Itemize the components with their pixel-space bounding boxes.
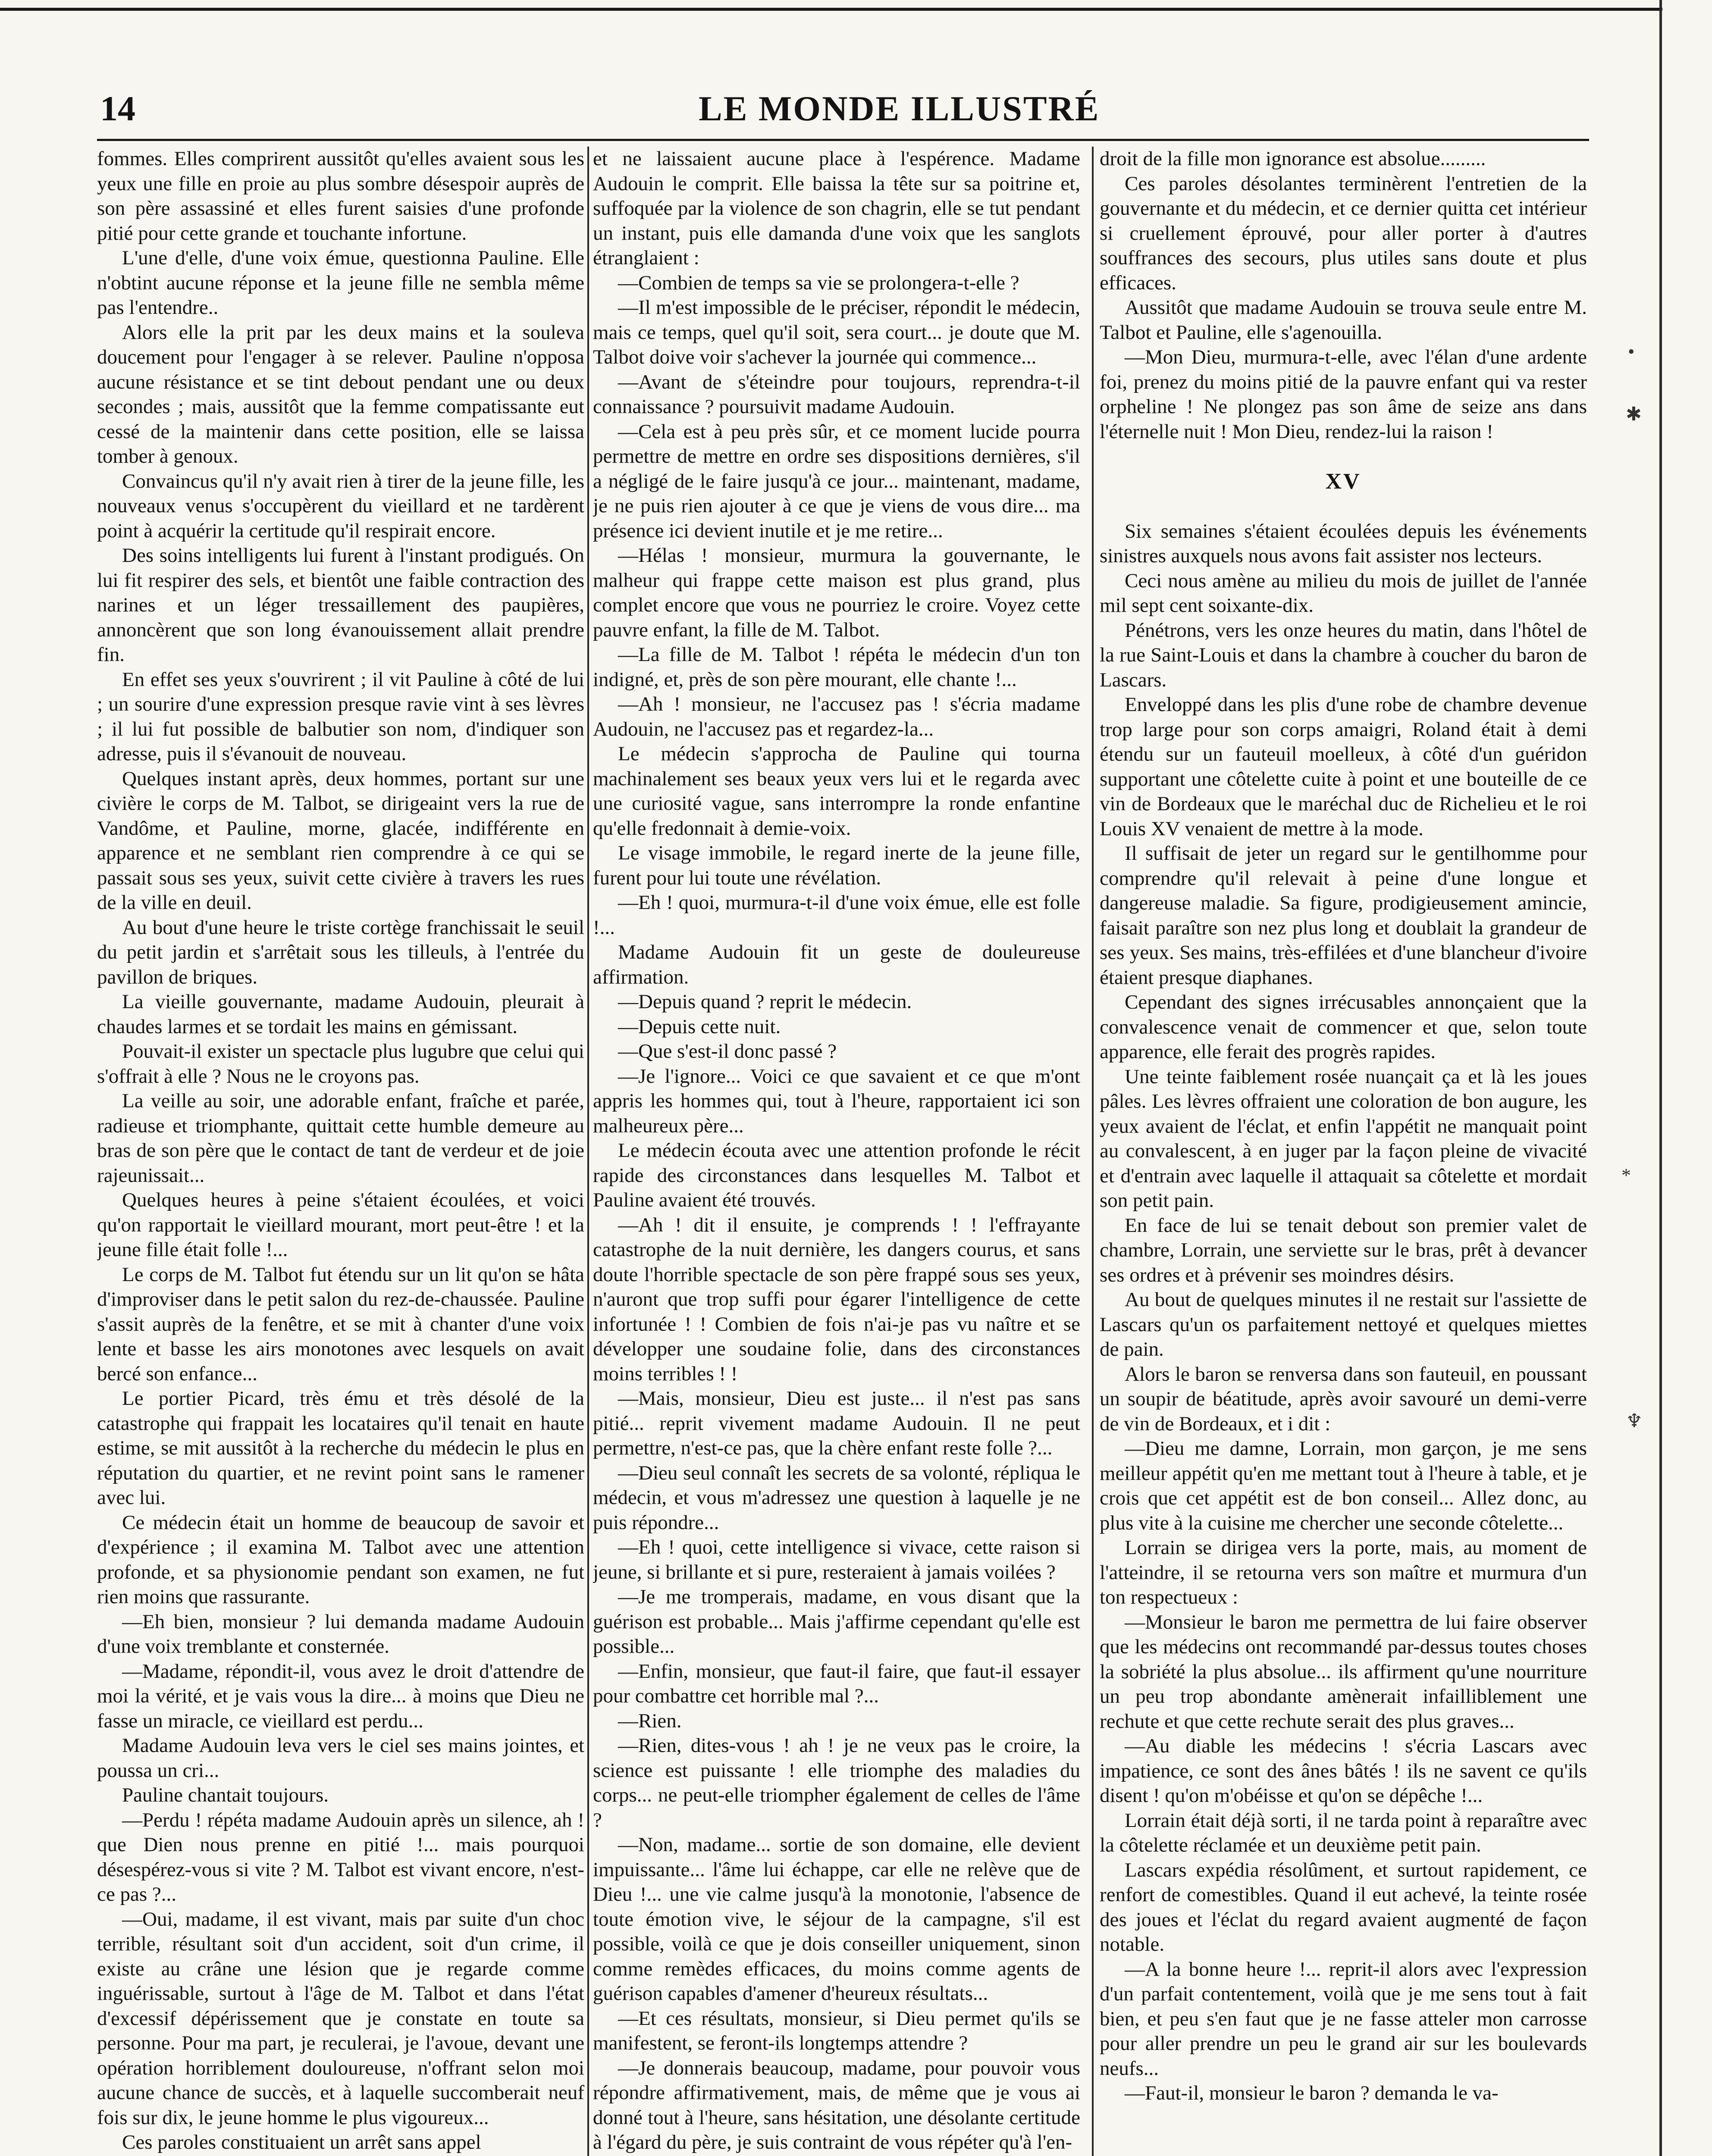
paragraph: —Depuis quand ? reprit le médecin. [618,990,912,1013]
paragraph: —Non, madame... sortie de son domaine, elle devient impuissante... l'âme lui échappe, car elle ne relève que de Dieu !... une vie calme jusqu'à la monotonie, l'absence de toute émotion vive, le séjour de la campagne, s'il est possible, voilà ce que je dois conseiller uniquement, sinon comme remèdes efficaces, du moins comme agents de guérison capables d'amener d'heureux résultats... [593,1833,1080,2005]
paragraph: —Ah ! dit il ensuite, je comprends ! ! l'effrayante catastrophe de la nuit dernière, les dangers courus, et sans doute l'horrible spectacle de son père frappé sous ses yeux, n'auront que trop suffi pour égarer l'intelligence de cette infortunée ! ! Combien de fois n'ai-je pas vu naître et se développer une soudaine folie, dans des circonstances moins terribles ! ! [593,1213,1080,1385]
paragraph: Il suffisait de jeter un regard sur le gentilhomme pour comprendre qu'il relevait à peine d'une longue et dangereuse maladie. Sa figure, prodigieusement amincie, faisait paraître son nez plus long et doublait la grandeur de ses yeux. Ses mains, très-effilées et d'une blancheur d'ivoire étaient presque diaphanes. [1100,842,1587,989]
paragraph: —Eh bien, monsieur ? lui demanda madame Audouin d'une voix tremblante et consternée. [97,1610,584,1658]
paragraph: L'une d'elle, d'une voix émue, questionna Pauline. Elle n'obtint aucune réponse et la jeune fille ne sembla même pas l'entendre.. [97,247,584,319]
paragraph: La vieille gouvernante, madame Audouin, pleurait à chaudes larmes et se tordait les mains en gémissant. [97,990,584,1038]
paragraph: Le portier Picard, très ému et très désolé de la catastrophe qui frappait les locataires qu'il tenait en haute estime, se mit aussitôt à la recherche du médecin le plus en réputation du quartier, et ne revint point sans le ramener avec lui. [97,1387,584,1509]
paragraph: Madame Audouin fit un geste de douleureuse affirmation. [593,941,1080,988]
header-rule [97,139,1589,141]
paragraph: —Combien de temps sa vie se prolongera-t-elle ? [618,271,1019,294]
page-number: 14 [100,89,135,128]
paragraph: —Il m'est impossible de le préciser, répondit le médecin, mais ce temps, quel qu'il soit, sera court... je doute que M. Talbot doive voir s'achever la journée qui commence... [593,296,1080,368]
paragraph: Ce médecin était un homme de beaucoup de savoir et d'expérience ; il examina M. Talbot avec une attention profonde, et sa physionomie pendant son examen, ne fut rien moins que rassurante. [97,1511,584,1608]
paragraph: —Rien. [618,1709,682,1732]
margin-mark: * [1621,1165,1631,1186]
paragraph: Cependant des signes irrécusables annonçaient que la convalescence venait de commencer et que, selon toute apparence, elle ferait des progrès rapides. [1100,991,1587,1063]
masthead-title: LE MONDE ILLUSTRÉ [699,89,1100,128]
text-column-1 [97,147,584,2156]
paragraph: Aussitôt que madame Audouin se trouva seule entre M. Talbot et Pauline, elle s'agenouilla. [1100,296,1587,344]
page-edge-rule [1659,0,1662,2156]
paragraph: —Enfin, monsieur, que faut-il faire, que faut-il essayer pour combattre cet horrible mal ?... [593,1660,1080,1707]
paragraph: —Dieu seul connaît les secrets de sa volonté, répliqua le médecin, et vous m'adressez une question à laquelle je ne puis répondre... [593,1461,1080,1534]
paragraph: —Je donnerais beaucoup, madame, pour pouvoir vous répondre affirmativement, mais, de même que je vous ai donné tout à l'heure, sans hésitation, une désolante certitude à l'égard du père, je suis contraint de vous répéter qu'à l'en- [593,2056,1080,2153]
paragraph: et ne laissaient aucune place à l'espérence. Madame Audouin le comprit. Elle baissa la tête sur sa poitrine et, suffoquée par la violence de son chagrin, elle se tut pendant un instant, puis elle damanda d'une voix que les sanglots étranglaient : [593,147,1080,269]
paragraph: —Eh ! quoi, murmura-t-il d'une voix émue, elle est folle !... [593,891,1080,939]
column-divider [587,147,589,2156]
paragraph: —Oui, madame, il est vivant, mais par suite d'un choc terrible, résultant soit d'un accident, soit d'un crime, il existe au crâne une lésion que je regarde comme inguérissable, surtout à l'âge de M. Talbot et dans l'état d'excessif dépérissement que je constate en toute sa personne. Pour ma part, je reculerai, je l'avoue, devant une opération horriblement douloureuse, n'offrant selon moi aucune chance de succès, et à laquelle succomberait neuf fois sur dix, le jeune homme le plus vigoureux... [97,1908,584,2129]
paragraph: Alors elle la prit par les deux mains et la souleva doucement pour l'engager à se relever. Pauline n'opposa aucune résistance et se tint debout pendant une ou deux secondes ; mais, aussitôt que la femme compatissante eut cessé de la maintenir dans cette position, elle se laissa tomber à genoux. [97,321,584,467]
paragraph: Ceci nous amène au milieu du mois de juillet de l'année mil sept cent soixante-dix. [1100,569,1587,617]
paragraph: Six semaines s'étaient écoulées depuis les événements sinistres auxquels nous avons fait assister nos lecteurs. [1100,520,1587,567]
column-divider [1092,147,1094,2156]
paragraph: Au bout d'une heure le triste cortège franchissait le seuil du petit jardin et s'arrêtait sous les tilleuls, à l'entrée du pavillon de briques. [97,916,584,988]
paragraph: Pénétrons, vers les onze heures du matin, dans l'hôtel de la rue Saint-Louis et dans la chambre à coucher du baron de Lascars. [1100,619,1587,691]
paragraph: —Hélas ! monsieur, murmura la gouvernante, le malheur qui frappe cette maison est plus grand, plus complet encore que vous ne pourriez le croire. Voyez cette pauvre enfant, la fille de M. Talbot. [593,544,1080,641]
paragraph: Le médecin écouta avec une attention profonde le récit rapide des circonstances dans lesquelles M. Talbot et Pauline avaient été trouvés. [593,1139,1080,1211]
paragraph: —Madame, répondit-il, vous avez le droit d'attendre de moi la vérité, et je vais vous la dire... à moins que Dieu ne fasse un miracle, ce vieillard est perdu... [97,1660,584,1732]
paragraph: —A la bonne heure !... reprit-il alors avec l'expression d'un parfait contentement, voilà que je me sens tout à fait bien, et peu s'en faut que je ne fasse atteler mon carrosse pour aller prendre un peu le grand air sur les boulevards neufs... [1100,1958,1587,2080]
paragraph: droit de la fille mon ignorance est absolue......... [1100,147,1486,170]
paragraph: —Mon Dieu, murmura-t-elle, avec l'élan d'une ardente foi, prenez du moins pitié de la pauvre enfant qui va rester orpheline ! Ne plongez pas son âme de seize ans dans l'éternelle nuit ! Mon Dieu, rendez-lui la raison ! [1100,346,1587,443]
paragraph: Le médecin s'approcha de Pauline qui tourna machinalement ses beaux yeux vers lui et le regarda avec une curiosité vague, sans interrompre la ronde enfantine qu'elle fredonnait à demie-voix. [593,743,1080,840]
paragraph: —Ah ! monsieur, ne l'accusez pas ! s'écria madame Audouin, ne l'accusez pas et regardez-la... [593,693,1080,740]
paragraph: —Au diable les médecins ! s'écria Lascars avec impatience, ce sont des ânes bâtés ! ils ne savent ce qu'ils disent ! qu'on m'obéisse et qu'on se dépêche !... [1100,1735,1587,1807]
paragraph: —La fille de M. Talbot ! répéta le médecin d'un ton indigné, et, près de son père mourant, elle chante !... [593,643,1080,691]
paragraph: —Je me tromperais, madame, en vous disant que la guérison est probable... Mais j'affirme cependant qu'elle est possible... [593,1586,1080,1658]
margin-mark: • [1628,341,1635,362]
paragraph: —Cela est à peu près sûr, et ce moment lucide pourra permettre de mettre en ordre ses dispositions dernières, s'il a négligé de le faire jusqu'à ce jour... maintenant, madame, je ne puis rien ajouter à ce que je viens de vous dire... ma présence ici devient inutile et je me retire... [593,420,1080,542]
paragraph: Quelques heures à peine s'étaient écoulées, et voici qu'on rapportait le vieillard mourant, mort peut-être ! et la jeune fille était folle !... [97,1189,584,1261]
paragraph: —Monsieur le baron me permettra de lui faire observer que les médecins ont recommandé par-dessus toutes choses la sobriété la plus absolue... ils affirment qu'une nourriture un peu trop abondante amènerait infailliblement une rechute et que cette rechute serait des plus graves... [1100,1611,1587,1733]
paragraph: En face de lui se tenait debout son premier valet de chambre, Lorrain, une serviette sur le bras, prêt à devancer ses ordres et à prévenir ses moindres désirs. [1100,1214,1587,1286]
paragraph: La veille au soir, une adorable enfant, fraîche et parée, radieuse et triomphante, quittait cette humble demeure au bras de son père que le contact de tant de verdeur et de joie rajeunissait... [97,1090,584,1187]
top-border-rule [0,8,1662,11]
paragraph: Ces paroles constituaient un arrêt sans appel [122,2131,481,2153]
text-column-3 [1100,147,1587,2156]
paragraph: Alors le baron se renversa dans son fauteuil, en poussant un soupir de béatitude, après avoir savouré un demi-verre de vin de Bordeaux, et i dit : [1100,1363,1587,1435]
paragraph: En effet ses yeux s'ouvrirent ; il vit Pauline à côté de lui ; un sourire d'une expression presque ravie vint à ses lèvres ; il lui fut possible de balbutier son nom, d'indiquer son adresse, puis il s'évanouit de nouveau. [97,668,584,765]
paragraph: fommes. Elles comprirent aussitôt qu'elles avaient sous les yeux une fille en proie au plus sombre désespoir auprès de son père assassiné et elles furent saisies d'une profonde pitié pour cette grande et touchante infortune. [97,147,584,244]
paragraph: —Dieu me damne, Lorrain, mon garçon, je me sens meilleur appétit qu'en me mettant tout à l'heure à table, et je crois que cet appétit est de bon conseil... Allez donc, au plus vite à la cuisine me chercher une seconde côtelette... [1100,1437,1587,1534]
paragraph: Au bout de quelques minutes il ne restait sur l'assiette de Lascars qu'un os parfaitement nettoyé et quelques miettes de pain. [1100,1288,1587,1360]
paragraph: —Que s'est-il donc passé ? [618,1040,837,1062]
text-column-2 [593,147,1080,2156]
paragraph: —Mais, monsieur, Dieu est juste... il n'est pas sans pitié... reprit vivement madame Audouin. Il ne peut permettre, n'est-ce pas, que la chère enfant reste folle ?... [593,1387,1080,1459]
paragraph: —Rien, dites-vous ! ah ! je ne veux pas le croire, la science est puissante ! elle triomphe des maladies du corps... ne peut-elle triompher également de celles de l'âme ? [593,1734,1080,1831]
paragraph: Quelques instant après, deux hommes, portant sur une civière le corps de M. Talbot, se dirigeaint vers la rue de Vandôme, et Pauline, morne, glacée, indifférente en apparence et ne semblant rien comprendre à ce qui se passait sous ses yeux, suivit cette civière à travers les rues de la ville en deuil. [97,767,584,914]
paragraph: Pouvait-il exister un spectacle plus lugubre que celui qui s'offrait à elle ? Nous ne le croyons pas. [97,1040,584,1087]
paragraph: —Depuis cette nuit. [618,1015,781,1038]
paragraph: Une teinte faiblement rosée nuançait ça et là les joues pâles. Les lèvres offraient une coloration de bon augure, les yeux avaient de l'éclat, et enfin l'appétit ne manquait point au convalescent, à en juger par la façon pleine de vivacité et d'entrain avec laquelle il attaquait sa côtelette et mordait son petit pain. [1100,1065,1587,1212]
margin-mark: ♆ [1626,1410,1643,1432]
paragraph: Des soins intelligents lui furent à l'instant prodigués. On lui fit respirer des sels, et bientôt une faible contraction des narines et un léger tressaillement des paupières, annoncèrent que son long évanouissement allait prendre fin. [97,544,584,666]
paragraph: Lorrain se dirigea vers la porte, mais, au moment de l'atteindre, il se retourna vers son maître et murmura d'un ton respectueux : [1100,1536,1587,1608]
paragraph: —Faut-il, monsieur le baron ? demanda le va- [1125,2082,1499,2104]
paragraph: Enveloppé dans les plis d'une robe de chambre devenue trop large pour son corps amaigri, Roland était à demi étendu sur un fauteuil moelleux, à côté d'un guéridon supportant une côtelette cuite à point et une bouteille de ce vin de Bordeaux que le maréchal duc de Richelieu et le roi Louis XV venaient de mettre à la mode. [1100,693,1587,840]
margin-mark: ✱ [1626,404,1642,425]
paragraph: Ces paroles désolantes terminèrent l'entretien de la gouvernante et du médecin, et ce dernier quitta cet intérieur si cruellement éprouvé, pour aller porter à d'autres souffrances des secours, plus utiles sans doute et plus efficaces. [1100,172,1587,294]
paragraph: —Et ces résultats, monsieur, si Dieu permet qu'ils se manifestent, se feront-ils longtemps attendre ? [593,2007,1080,2054]
paragraph: Pauline chantait toujours. [122,1784,329,1806]
paragraph: —Perdu ! répéta madame Audouin après un silence, ah ! que Dien nous prenne en pitié !... mais pourquoi désespérez-vous si vite ? M. Talbot est vivant encore, n'est-ce pas ?... [97,1808,584,1905]
paragraph: Le corps de M. Talbot fut étendu sur un lit qu'on se hâta d'improviser dans le petit salon du rez-de-chaussée. Pauline s'assit auprès de la fenêtre, et se mit à chanter d'une voix lente et basse les airs monotones avec lesquels on avait bercé son enfance... [97,1263,584,1385]
paragraph: —Avant de s'éteindre pour toujours, reprendra-t-il connaissance ? poursuivit madame Audouin. [593,370,1080,418]
paragraph: Lorrain était déjà sorti, il ne tarda point à reparaître avec la côtelette réclamée et un deuxième petit pain. [1100,1809,1587,1856]
paragraph: —Je l'ignore... Voici ce que savaient et ce que m'ont appris les hommes qui, tout à l'heure, rapportaient ici son malheureux père... [593,1065,1080,1137]
paragraph: —Eh ! quoi, cette intelligence si vivace, cette raison si jeune, si brillante et si pure, resteraient à jamais voilées ? [593,1536,1080,1583]
chapter-heading: XV [1325,469,1361,494]
paragraph: Le visage immobile, le regard inerte de la jeune fille, furent pour lui toute une révélation. [593,842,1080,889]
paragraph: Lascars expédia résolûment, et surtout rapidement, ce renfort de comestibles. Quand il eut achevé, la teinte rosée des joues et l'éclat du regard avaient augmenté de façon notable. [1100,1858,1587,1955]
paragraph: Convaincus qu'il n'y avait rien à tirer de la jeune fille, les nouveaux venus s'occupèrent du vieillard et ne tardèrent point à acquérir la certitude qu'il respirait encore. [97,470,584,542]
paragraph: Madame Audouin leva vers le ciel ses mains jointes, et poussa un cri... [97,1734,584,1782]
